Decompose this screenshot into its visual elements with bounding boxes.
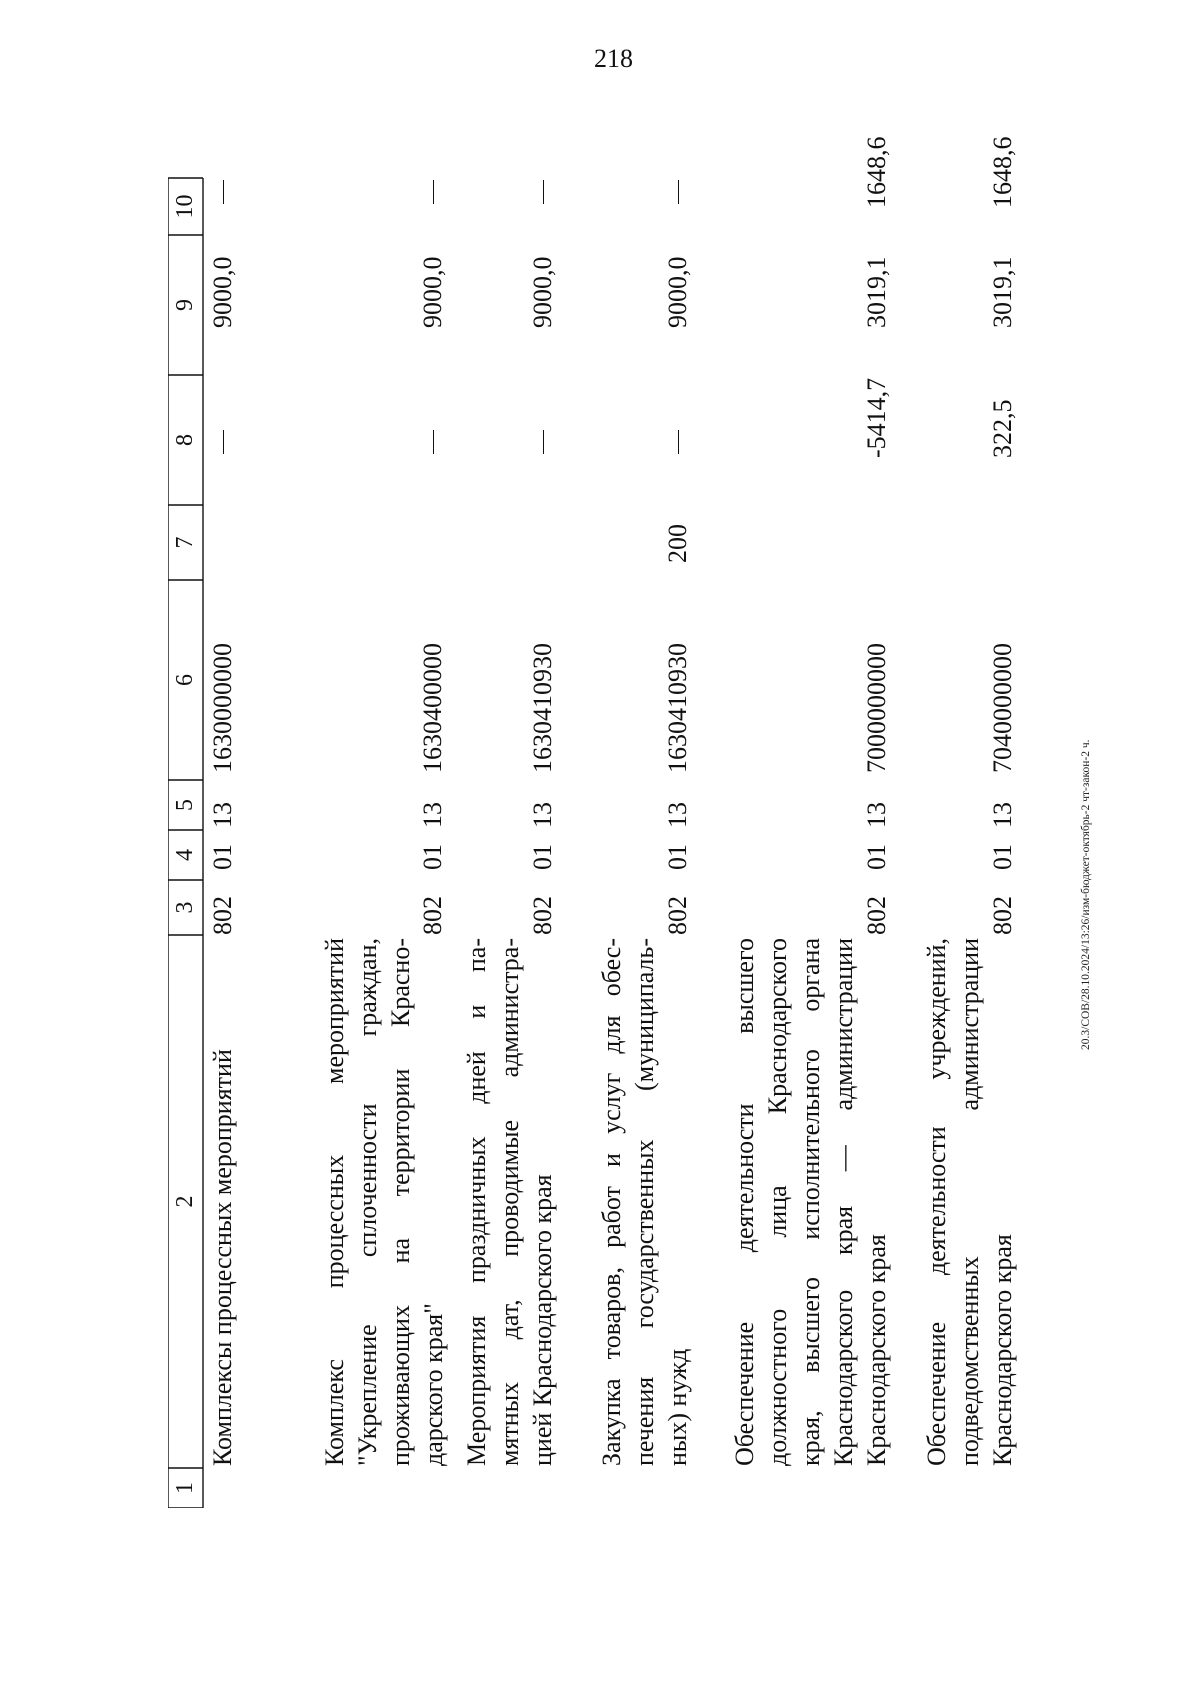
cell-c10: 1648,6 bbox=[862, 136, 891, 208]
cell-c5: 13 bbox=[208, 802, 237, 828]
cell-c10: 1648,6 bbox=[988, 136, 1017, 208]
cell-c5: 13 bbox=[663, 802, 692, 828]
column-header-4: 4 bbox=[172, 849, 198, 861]
row-description-line: Комплексы процессных мероприятий bbox=[208, 1049, 237, 1466]
row-description-line: Краснодарского края bbox=[988, 1234, 1017, 1466]
cell-c5: 13 bbox=[862, 802, 891, 828]
row-description-line: ных) нужд bbox=[663, 1348, 692, 1466]
row-description-line: должностного лица Краснодарского bbox=[763, 938, 792, 1466]
cell-c5: 13 bbox=[418, 802, 447, 828]
cell-c8: 322,5 bbox=[988, 399, 1017, 458]
row-description-line: Обеспечение деятельности учреждений, bbox=[922, 938, 951, 1466]
dash-cell-c8 bbox=[433, 430, 434, 454]
row-description-line: края, высшего исполнительного органа bbox=[796, 938, 825, 1466]
column-header-8: 8 bbox=[172, 434, 198, 446]
cell-c7: 200 bbox=[663, 524, 692, 563]
cell-c3: 802 bbox=[663, 896, 692, 935]
cell-c3: 802 bbox=[528, 896, 557, 935]
cell-c6: 7040000000 bbox=[988, 643, 1017, 773]
cell-c6: 1630000000 bbox=[208, 643, 237, 773]
row-description-line: Комплекс процессных мероприятий bbox=[320, 938, 349, 1466]
row-description-line: дарского края" bbox=[419, 1303, 448, 1466]
column-header-1: 1 bbox=[172, 1482, 198, 1494]
column-header-7: 7 bbox=[172, 536, 198, 549]
row-description-line: проживающих на территории Красно- bbox=[386, 938, 415, 1466]
column-header-2: 2 bbox=[172, 1195, 198, 1208]
row-description-line: печения государственных (муниципаль- bbox=[630, 938, 659, 1466]
row-description-line: Мероприятия праздничных дней и па- bbox=[462, 938, 491, 1466]
cell-c5: 13 bbox=[988, 802, 1017, 828]
cell-c9: 9000,0 bbox=[528, 256, 557, 328]
cell-c4: 01 bbox=[418, 844, 447, 870]
cell-c9: 3019,1 bbox=[862, 256, 891, 328]
document-code: 20.3/СОВ/28.10.2024/13:26/изм-бюджет-октябрь-2 чт-закон-2 ч. bbox=[1080, 739, 1092, 1050]
row-description-line: "Укрепление сплоченности граждан, bbox=[353, 938, 382, 1466]
row-description-line: Краснодарского края — администрации bbox=[829, 938, 858, 1466]
cell-c9: 9000,0 bbox=[663, 256, 692, 328]
column-header-9: 9 bbox=[172, 299, 198, 311]
column-header-6: 6 bbox=[172, 674, 198, 686]
cell-c8: -5414,7 bbox=[862, 377, 891, 458]
column-header-3: 3 bbox=[172, 901, 198, 914]
row-description-line: мятных дат, проводимые администра- bbox=[495, 938, 524, 1466]
cell-c3: 802 bbox=[988, 896, 1017, 935]
row-description-line: подведомственных администрации bbox=[955, 938, 984, 1466]
dash-cell-c10 bbox=[543, 180, 544, 204]
row-description-line: Краснодарского края bbox=[862, 1234, 891, 1466]
cell-c6: 1630410930 bbox=[663, 643, 692, 773]
page-number: 218 bbox=[594, 44, 633, 73]
budget-table bbox=[168, 98, 1048, 1508]
cell-c3: 802 bbox=[418, 896, 447, 935]
dash-cell-c10 bbox=[678, 180, 679, 204]
cell-c4: 01 bbox=[663, 844, 692, 870]
cell-c9: 9000,0 bbox=[208, 256, 237, 328]
cell-c4: 01 bbox=[988, 844, 1017, 870]
cell-c3: 802 bbox=[862, 896, 891, 935]
cell-c4: 01 bbox=[528, 844, 557, 870]
dash-cell-c10 bbox=[223, 180, 224, 204]
dash-cell-c8 bbox=[678, 430, 679, 454]
cell-c6: 1630410930 bbox=[528, 643, 557, 773]
dash-cell-c8 bbox=[543, 430, 544, 454]
cell-c4: 01 bbox=[862, 844, 891, 870]
cell-c5: 13 bbox=[528, 802, 557, 828]
column-header-10: 10 bbox=[172, 194, 198, 219]
cell-c9: 3019,1 bbox=[988, 256, 1017, 328]
cell-c6: 1630400000 bbox=[418, 643, 447, 773]
row-description-line: цией Краснодарского края bbox=[528, 1174, 557, 1466]
cell-c3: 802 bbox=[208, 896, 237, 935]
cell-c4: 01 bbox=[208, 844, 237, 870]
column-header-5: 5 bbox=[172, 799, 198, 811]
row-description-line: Закупка товаров, работ и услуг для обес- bbox=[597, 938, 626, 1466]
dash-cell-c10 bbox=[433, 180, 434, 204]
row-description-line: Обеспечение деятельности высшего bbox=[730, 938, 759, 1466]
cell-c9: 9000,0 bbox=[418, 256, 447, 328]
cell-c6: 7000000000 bbox=[862, 643, 891, 773]
dash-cell-c8 bbox=[223, 430, 224, 454]
